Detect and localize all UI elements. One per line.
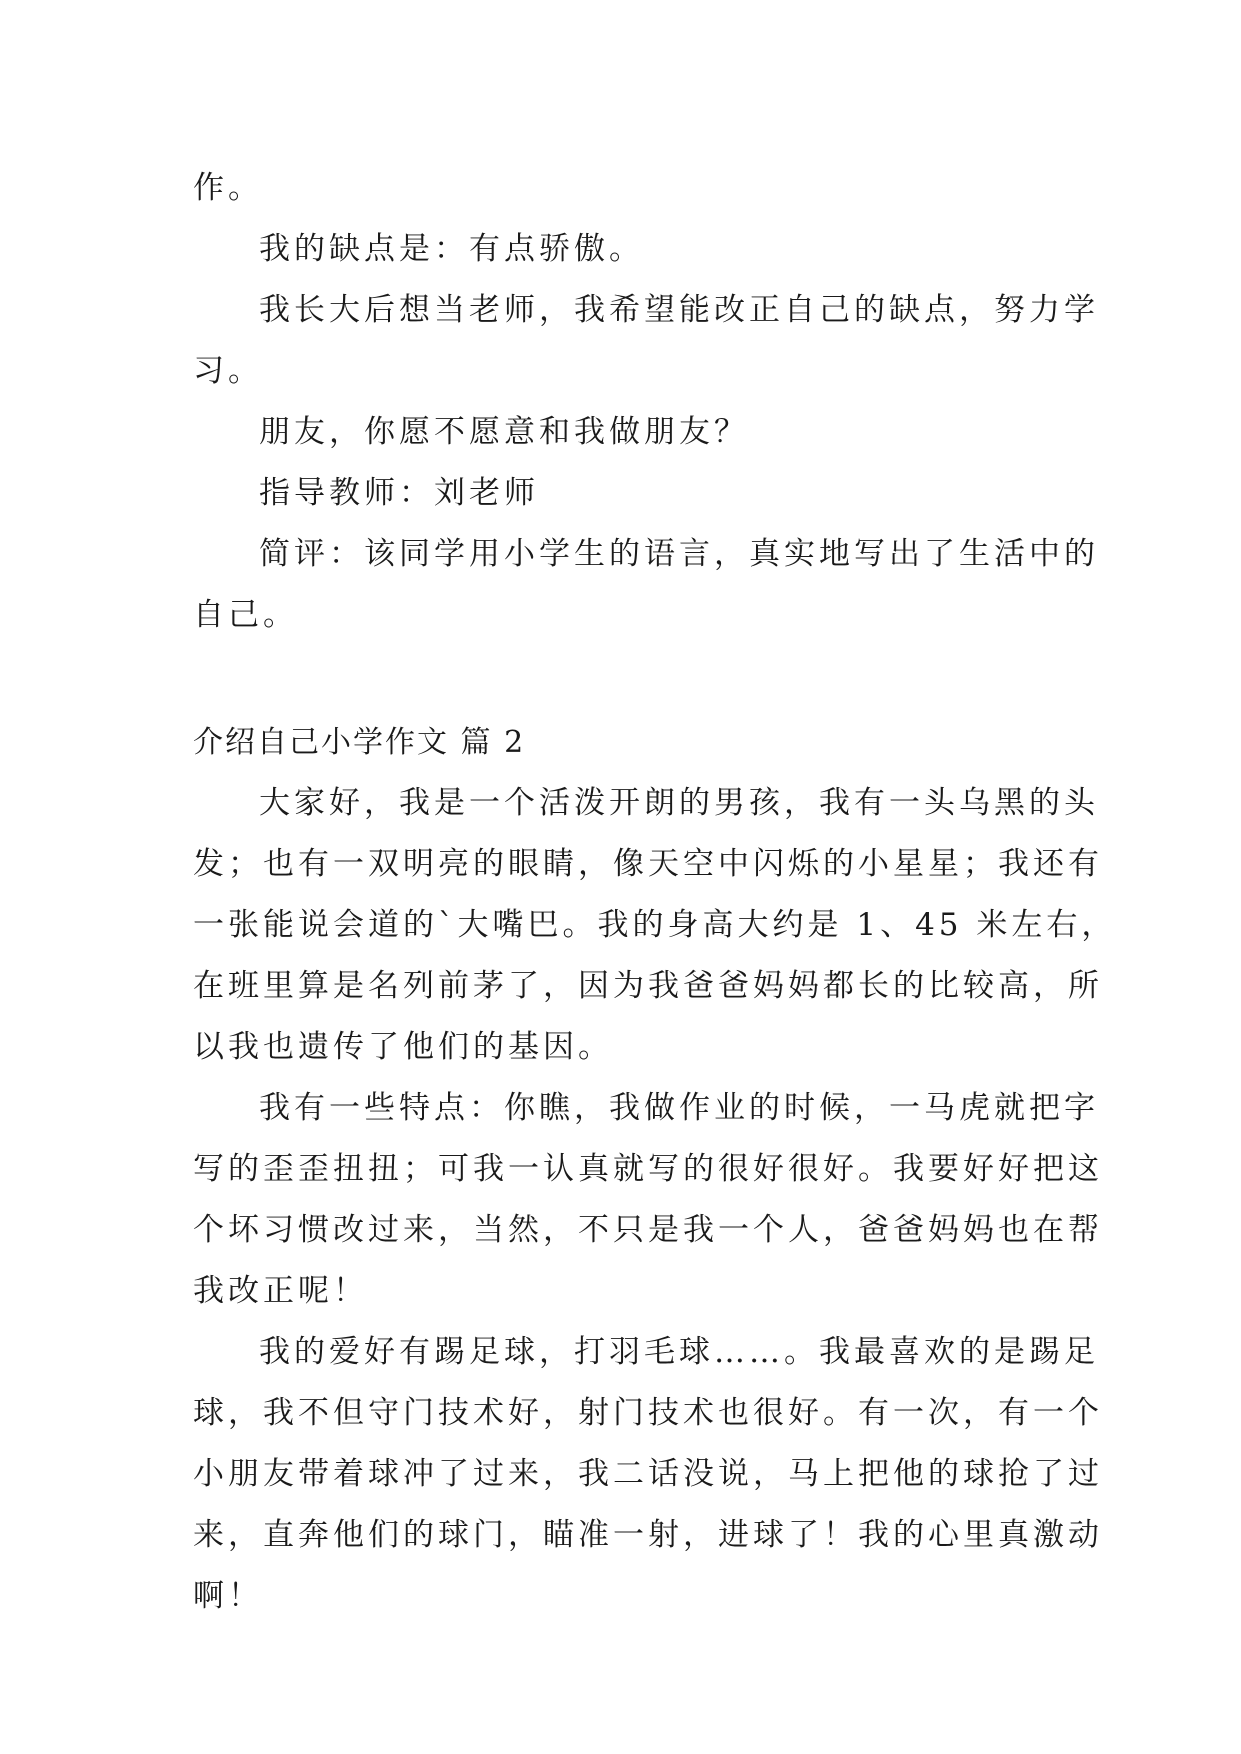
section-heading: 介绍自己小学作文 篇 2 <box>193 725 526 760</box>
paragraph-line: 来，直奔他们的球门，瞄准一射，进球了！我的心里真激动 <box>193 1517 1103 1553</box>
paragraph-line: 朋友，你愿不愿意和我做朋友？ <box>259 414 749 450</box>
section-spacer <box>193 646 1053 712</box>
paragraph-line: 我的爱好有踢足球，打羽毛球……。我最喜欢的是踢足 <box>259 1334 1099 1370</box>
document-body <box>193 158 1117 1627</box>
paragraph-line: 我的缺点是：有点骄傲。 <box>259 231 644 267</box>
paragraph-line: 发；也有一双明亮的眼睛，像天空中闪烁的小星星；我还有 <box>193 846 1103 882</box>
paragraph-line: 指导教师：刘老师 <box>259 475 539 511</box>
paragraph-line: 简评：该同学用小学生的语言，真实地写出了生活中的 <box>259 536 1099 572</box>
paragraph-line: 大家好，我是一个活泼开朗的男孩，我有一头乌黑的头 <box>259 785 1099 821</box>
paragraph-line: 我有一些特点：你瞧，我做作业的时候，一马虎就把字 <box>259 1090 1099 1126</box>
paragraph-line: 我长大后想当老师，我希望能改正自己的缺点，努力学 <box>259 292 1099 328</box>
paragraph-line: 个坏习惯改过来，当然，不只是我一个人，爸爸妈妈也在帮 <box>193 1212 1103 1248</box>
paragraph-line: 一张能说会道的`大嘴巴。我的身高大约是 1、45 米左右， <box>193 907 1117 943</box>
paragraph-line: 啊！ <box>193 1578 263 1614</box>
paragraph-line: 在班里算是名列前茅了，因为我爸爸妈妈都长的比较高，所 <box>193 968 1103 1004</box>
paragraph-line: 作。 <box>193 170 263 206</box>
paragraph-line: 我改正呢！ <box>193 1273 368 1309</box>
paragraph-line: 球，我不但守门技术好，射门技术也很好。有一次，有一个 <box>193 1395 1103 1431</box>
paragraph-line: 小朋友带着球冲了过来，我二话没说，马上把他的球抢了过 <box>193 1456 1103 1492</box>
paragraph-line: 以我也遗传了他们的基因。 <box>193 1029 613 1065</box>
paragraph-line: 写的歪歪扭扭；可我一认真就写的很好很好。我要好好把这 <box>193 1151 1103 1187</box>
paragraph-line: 自己。 <box>193 597 298 633</box>
paragraph-line: 习。 <box>193 353 263 389</box>
